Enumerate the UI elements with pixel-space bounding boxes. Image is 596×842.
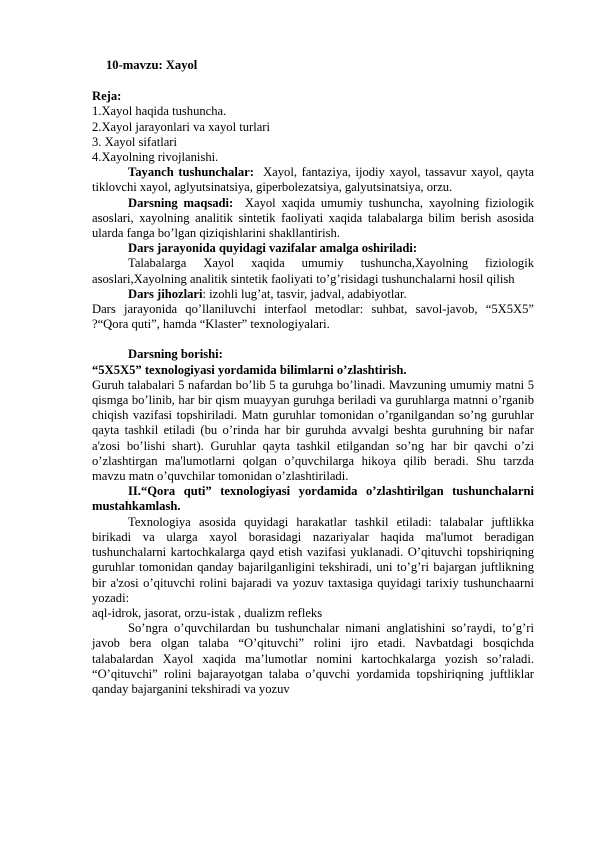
list-item: 2.Xayol jarayonlari va xayol turlari [92,119,270,134]
jihoz-text: : izohli lug’at, tasvir, jadval, adabiyotlar. [202,286,407,301]
vazifa-heading: Dars jarayonida quyidagi vazifalar amalga oshiriladi: [128,241,418,256]
list-item: 4.Xayolning rivojlanishi. [92,150,219,165]
list-item: 3. Xayol sifatlari [92,134,177,149]
jihoz-label: Dars jihozlari [128,286,203,301]
maqsad-paragraph [92,196,534,242]
document-body [92,58,534,697]
list-item: 1.Xayol haqida tushuncha. [92,104,227,119]
borish-paragraph-4: So’ngra o’quvchilardan bu tushunchalar nimani anglatishini so’raydi, to’g’ri javob bera olgan talaba “O’qituvchi” rolini ijro etadi. Navbatdagi bosqichda talabalardan Xayol xaqida ma’lumotlar nomini kartochkalarga yozish so’raladi. “O’qituvchi” rolini bajarayotgan talaba o’quvchi yordamida topshiriqning juftliklar qanday bajarganini tekshiradi va yozuv [92,621,534,696]
borish-subheading-1: “5X5X5” texnologiyasi yordamida bilimlarni o’zlashtirish. [92,362,407,377]
reja-list [92,104,534,165]
borish-paragraph-1: Guruh talabalari 5 nafardan bo’lib 5 ta guruhga bo’linadi. Mavzuning umumiy matni 5 qismga bo’linib, har bir qism muayyan guruhga beriladi va guruhlarga matnni o’rganib chiqish vazifasi topshiriladi. Matn guruhlar tomonidan o’rganilgandan so’ng guruhlar qayta tashkil etiladi (bu o’rinda har bir guruhda avvalgi beshta guruhning bir nafar a'zosi bo’lishi shart). Guruhlar qayta tashkil etilgandan so’ng har bir qavchi o’zi o’zlashtirgan ma'lumotlarni qolgan o’quvchilarga hikoya qilib beradi. Shu tarzda mavzu matn o’quvchilar tomonidan o’zlashtiriladi. [92,377,534,484]
borish-paragraph-2: Texnologiya asosida quyidagi harakatlar tashkil etiladi: talabalar juftlikka birikadi va ularga xayol borasidagi nazariyalar haqida ma'lumot beradigan tushunchalarni kartochkalarga qayd etish vazifasi yuklanadi. O’qituvchi topshiriqning guruhlar tomonidan qanday bajarilganligini tekshiradi, uni to’g’ri bajargan juftlikning bir a'zosi o’qituvchi rolini bajaradi va yozuv taxtasiga quyidagi tarixiy tushunchaarni yozadi: [92,514,534,605]
tayanch-paragraph [92,165,534,195]
reja-heading: Reja: [92,89,122,104]
tayanch-label: Tayanch tushunchalar: [128,165,254,180]
borish-subheading-2: II.“Qora quti” texnologiyasi yordamida o’zlashtirilgan tushunchalarni mustahkamlash. [92,484,534,514]
tayanch-text: Xayol, fantaziya, ijodiy xayol, tassavur xayol, qayta tiklovchi xayol, aglyutsinatsiya, giperbolezatsiya, galyutsinatsiya, orzu. [92,165,534,195]
vazifa-text: Talabalarga Xayol xaqida umumiy tushuncha,Xayolning fiziologik asoslari,Xayolning analitik sintetik faoliyati to’g’risidagi tushunchalarni hosil qilish [92,256,534,286]
maqsad-text: Xayol xaqida umumiy tushuncha, xayolning fiziologik asoslari, xayolning analitik sintetik faoliyati xaqida talabalarga bilim berish asosida ularda fanga bo’lgan qiziqishlarini shakllantirish. [92,195,534,241]
borish-paragraph-3: aql-idrok, jasorat, orzu-istak , dualizm refleks [92,605,323,620]
jihoz-paragraph [92,287,534,302]
metod-paragraph: Dars jarayonida qo’llaniluvchi interfaol metodlar: suhbat, savol-javob, “5X5X5” ?“Qora quti”, hamda “Klaster” texnologiyalari. [92,302,534,332]
spacer [92,332,534,347]
borish-heading: Darsning borishi: [128,347,223,362]
maqsad-label: Darsning maqsadi: [128,195,234,210]
page-title: 10-mavzu: Xayol [106,58,198,72]
